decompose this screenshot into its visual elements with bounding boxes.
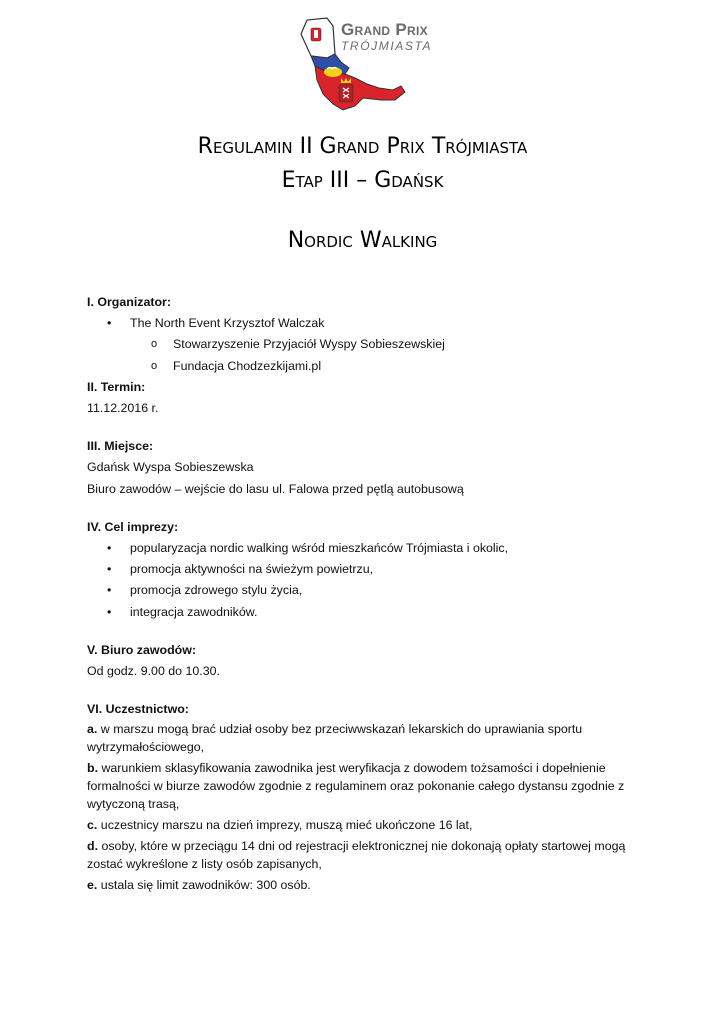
item-text: osoby, które w przeciągu 14 dni od rejestracji elektronicznej nie dokonają opłaty startowej mogą zostać wykreślone z listy osób zapisanych, [87, 839, 626, 872]
goal-item: promocja zdrowego stylu życia, [130, 583, 303, 598]
organizer-main: The North Event Krzysztof Walczak [130, 316, 325, 331]
organizer-heading: I. Organizator: [87, 295, 171, 309]
logo-subtitle: TRÓJMIASTA [341, 39, 433, 53]
organizer-sub: Stowarzyszenie Przyjaciół Wyspy Sobieszewskiej [173, 337, 445, 352]
item-letter: b. [87, 761, 99, 776]
list-item [87, 559, 642, 580]
participation-item [87, 816, 642, 834]
item-text: w marszu mogą brać udział osoby bez przeciwwskazań lekarskich do uprawiania sportu wytrzymałościowego, [87, 722, 583, 755]
place-line: Gdańsk Wyspa Sobieszewska [87, 460, 254, 475]
bullet-icon: • [107, 316, 112, 331]
list-item [87, 356, 642, 377]
participation-item [87, 876, 642, 894]
item-letter: c. [87, 818, 98, 833]
goal-heading: IV. Cel imprezy: [87, 519, 179, 534]
date-value: 11.12.2016 r. [87, 401, 159, 416]
goal-item: promocja aktywności na świeżym powietrzu, [130, 562, 374, 577]
logo-title: Grand Prix [341, 20, 428, 39]
list-item [87, 602, 642, 623]
list-item [87, 313, 642, 334]
participation-item [87, 837, 642, 873]
document-stage: Etap III – Gdańsk [281, 168, 444, 193]
circle-bullet-icon: o [151, 338, 158, 351]
organizer-sub: Fundacja Chodzezkijami.pl [173, 358, 322, 373]
bullet-icon: • [107, 562, 112, 577]
participation-item [87, 720, 642, 756]
place-heading: III. Miejsce: [87, 439, 154, 454]
item-letter: d. [87, 839, 99, 854]
list-item [87, 538, 642, 559]
office-value: Od godz. 9.00 do 10.30. [87, 664, 220, 679]
place-line: Biuro zawodów – wejście do lasu ul. Falowa przed pętlą autobusową [87, 481, 464, 496]
bullet-icon: • [107, 604, 112, 619]
goal-item: popularyzacja nordic walking wśród mieszkańców Trójmiasta i okolic, [130, 541, 509, 556]
item-letter: e. [87, 878, 98, 893]
circle-bullet-icon: o [151, 359, 158, 372]
date-heading: II. Termin: [87, 379, 146, 394]
bullet-icon: • [107, 541, 112, 556]
item-text: ustala się limit zawodników: 300 osób. [100, 878, 311, 893]
item-letter: a. [87, 722, 98, 737]
document-title: Regulamin II Grand Prix Trójmiasta [197, 134, 528, 159]
participation-item [87, 759, 642, 813]
participation-heading: VI. Uczestnictwo: [87, 702, 189, 717]
goal-item: integracja zawodników. [130, 604, 258, 619]
logo-wordmark [341, 21, 432, 52]
item-text: uczestnicy marszu na dzień imprezy, muszą mieć ukończone 16 lat, [100, 818, 473, 833]
office-heading: V. Biuro zawodów: [87, 642, 196, 657]
item-text: warunkiem sklasyfikowania zawodnika jest weryfikacja z dowodem tożsamości i dopełnienie formalności w biurze zawodów zgodnie z regulaminem oraz pokonanie całego dystansu zgodnie z wytyczoną trasą, [87, 761, 625, 812]
bullet-icon: • [107, 583, 112, 598]
list-item [87, 334, 642, 355]
document-body [87, 292, 642, 897]
list-item [87, 580, 642, 601]
document-discipline: Nordic Walking [287, 228, 438, 253]
